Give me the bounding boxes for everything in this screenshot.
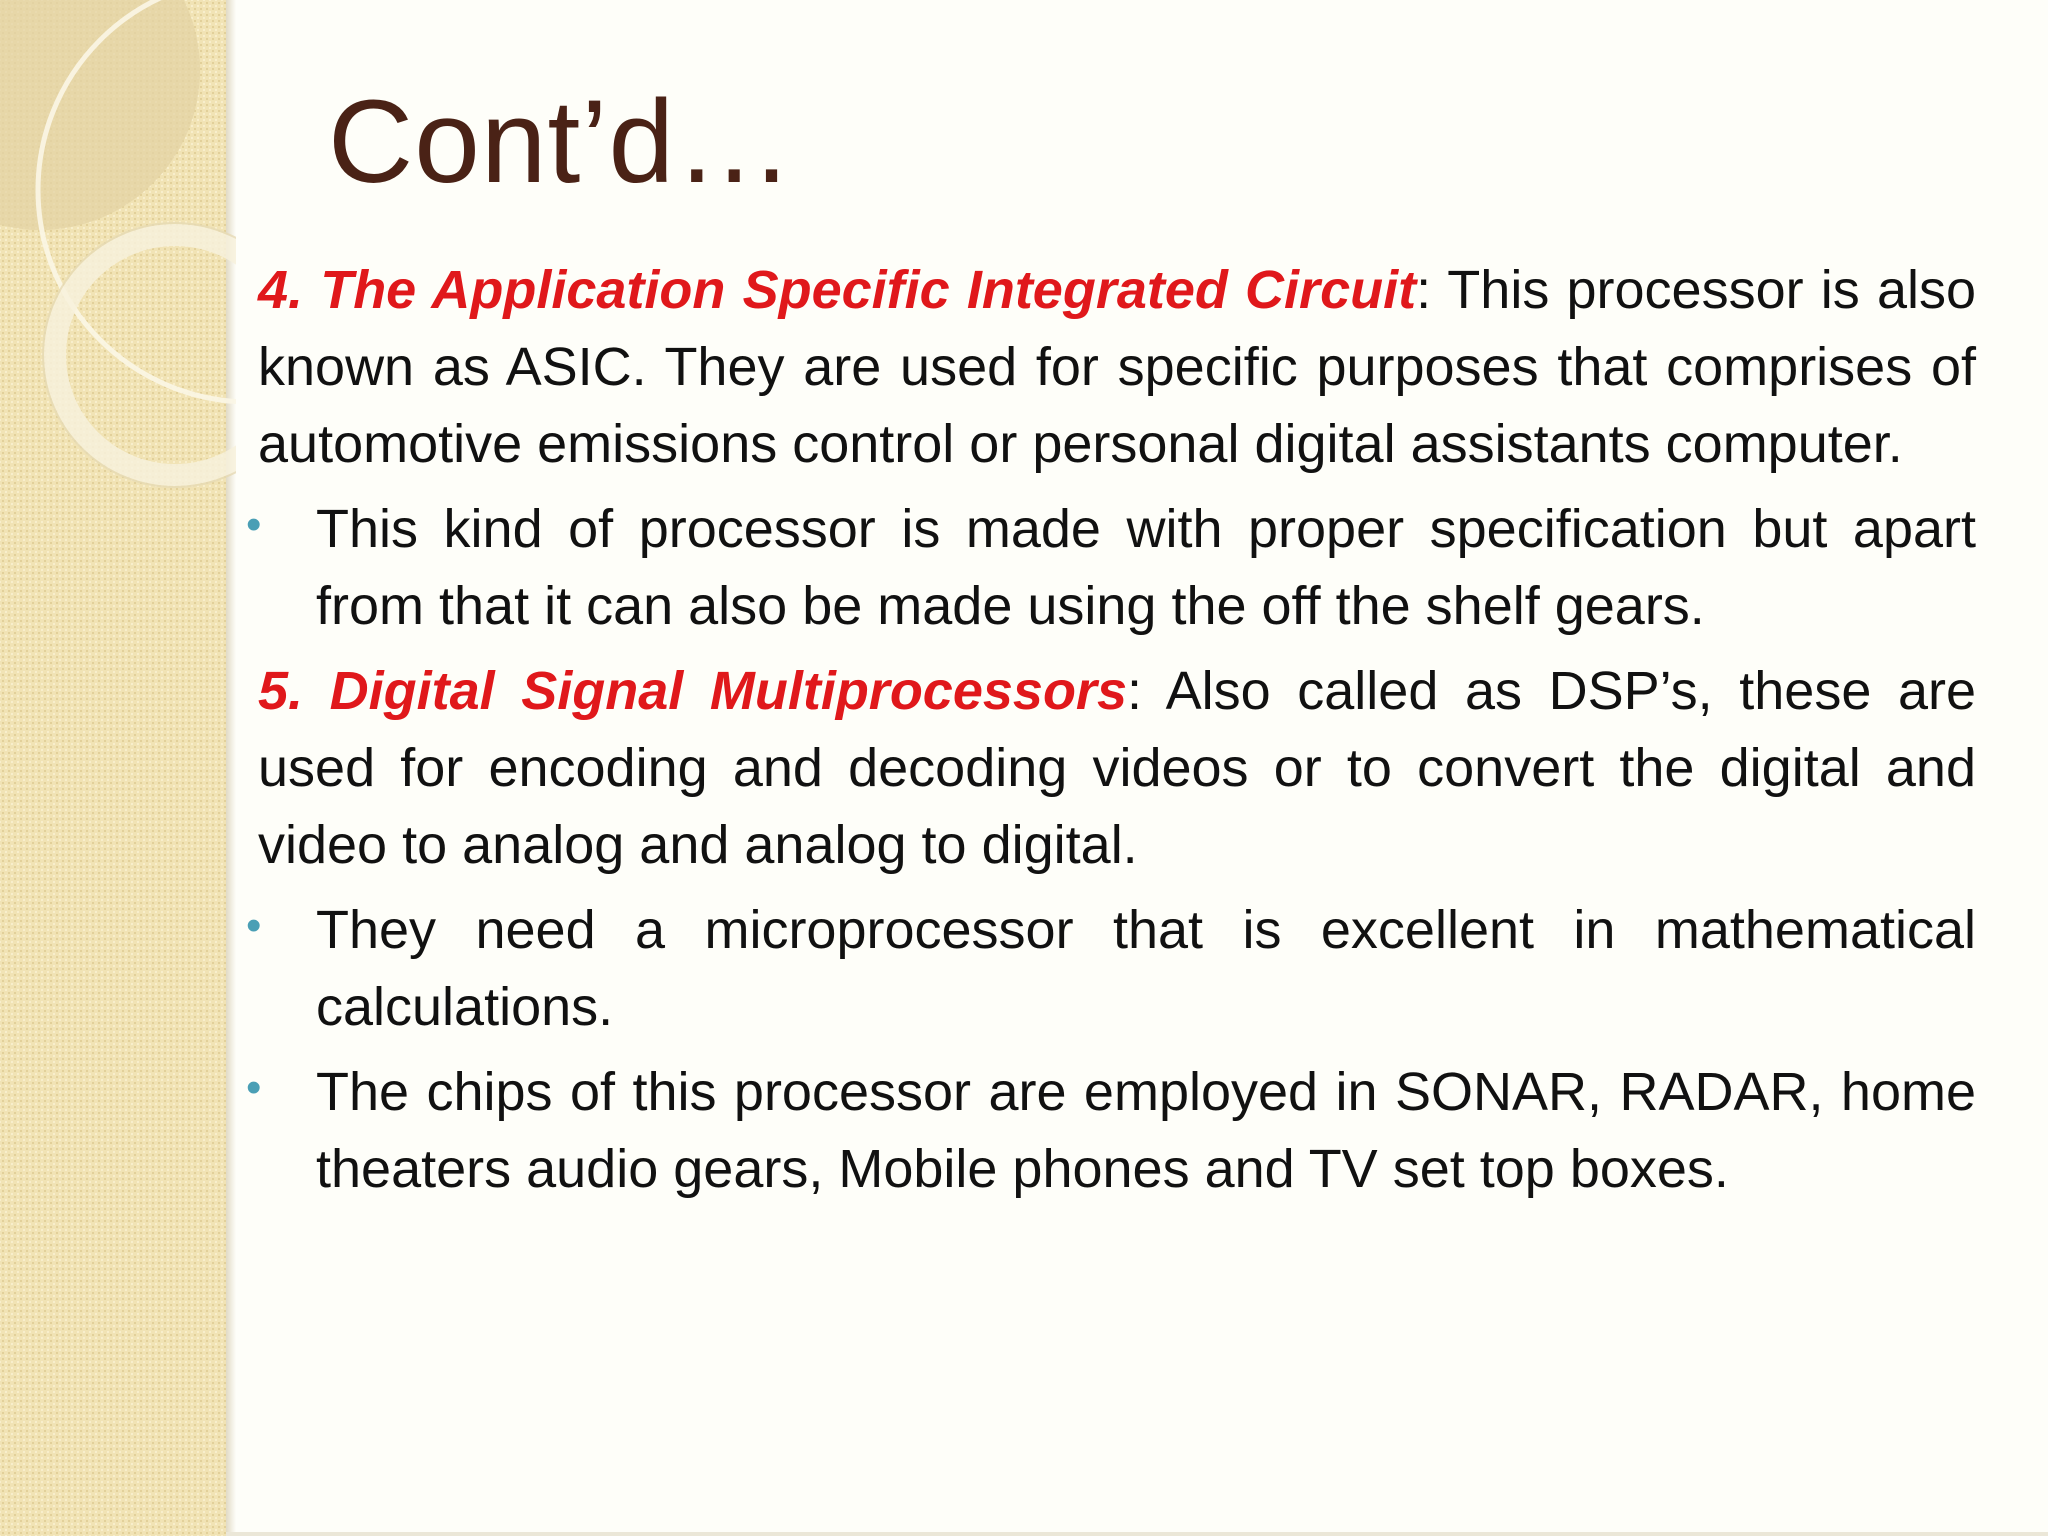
decorative-rings: [0, 0, 236, 520]
section-dsp-body: Also called as DSP’s, these are used for encoding and decoding videos or to convert the digital and video to analog and analog to digital.: [258, 661, 1976, 875]
section-asic-body: This processor is also known as ASIC. They are used for specific purposes that comprises of automotive emissions control or personal digital assistants computer.: [258, 260, 1977, 474]
section-dsp-paragraph: [258, 653, 1976, 884]
slide-content: [246, 252, 1977, 1216]
bullet-dot-icon: •: [246, 1063, 262, 1112]
slide-bottom-edge: [226, 1532, 2048, 1536]
bullet-dot-icon: •: [246, 500, 262, 549]
decor-filled-disc: [0, 0, 200, 230]
section-asic-paragraph: [258, 252, 1976, 483]
bullet-text: This kind of processor is made with proper specification but apart from that it can also be made using the off the shelf gears.: [316, 499, 1976, 636]
bullet-dot-icon: •: [246, 901, 262, 950]
section-dsp-heading: 5. Digital Signal Multiprocessors: [258, 661, 1127, 721]
bullet-text: The chips of this processor are employed in SONAR, RADAR, home theaters audio gears, Mobile phones and TV set top boxes.: [316, 1062, 1976, 1199]
section-dsp-separator: :: [1126, 661, 1142, 721]
bullet-text: They need a microprocessor that is excellent in mathematical calculations.: [316, 900, 1976, 1037]
decor-ring-small: [55, 235, 236, 475]
bullet-item: [246, 1054, 1976, 1208]
bullet-item: [246, 892, 1976, 1046]
section-asic-heading: 4. The Application Specific Integrated Circuit: [258, 260, 1417, 320]
decor-ring-small-edge: [43, 223, 236, 487]
section-asic-separator: :: [1416, 260, 1432, 320]
bullet-item: [246, 491, 1976, 645]
slide-title: Cont’d…: [328, 76, 795, 208]
